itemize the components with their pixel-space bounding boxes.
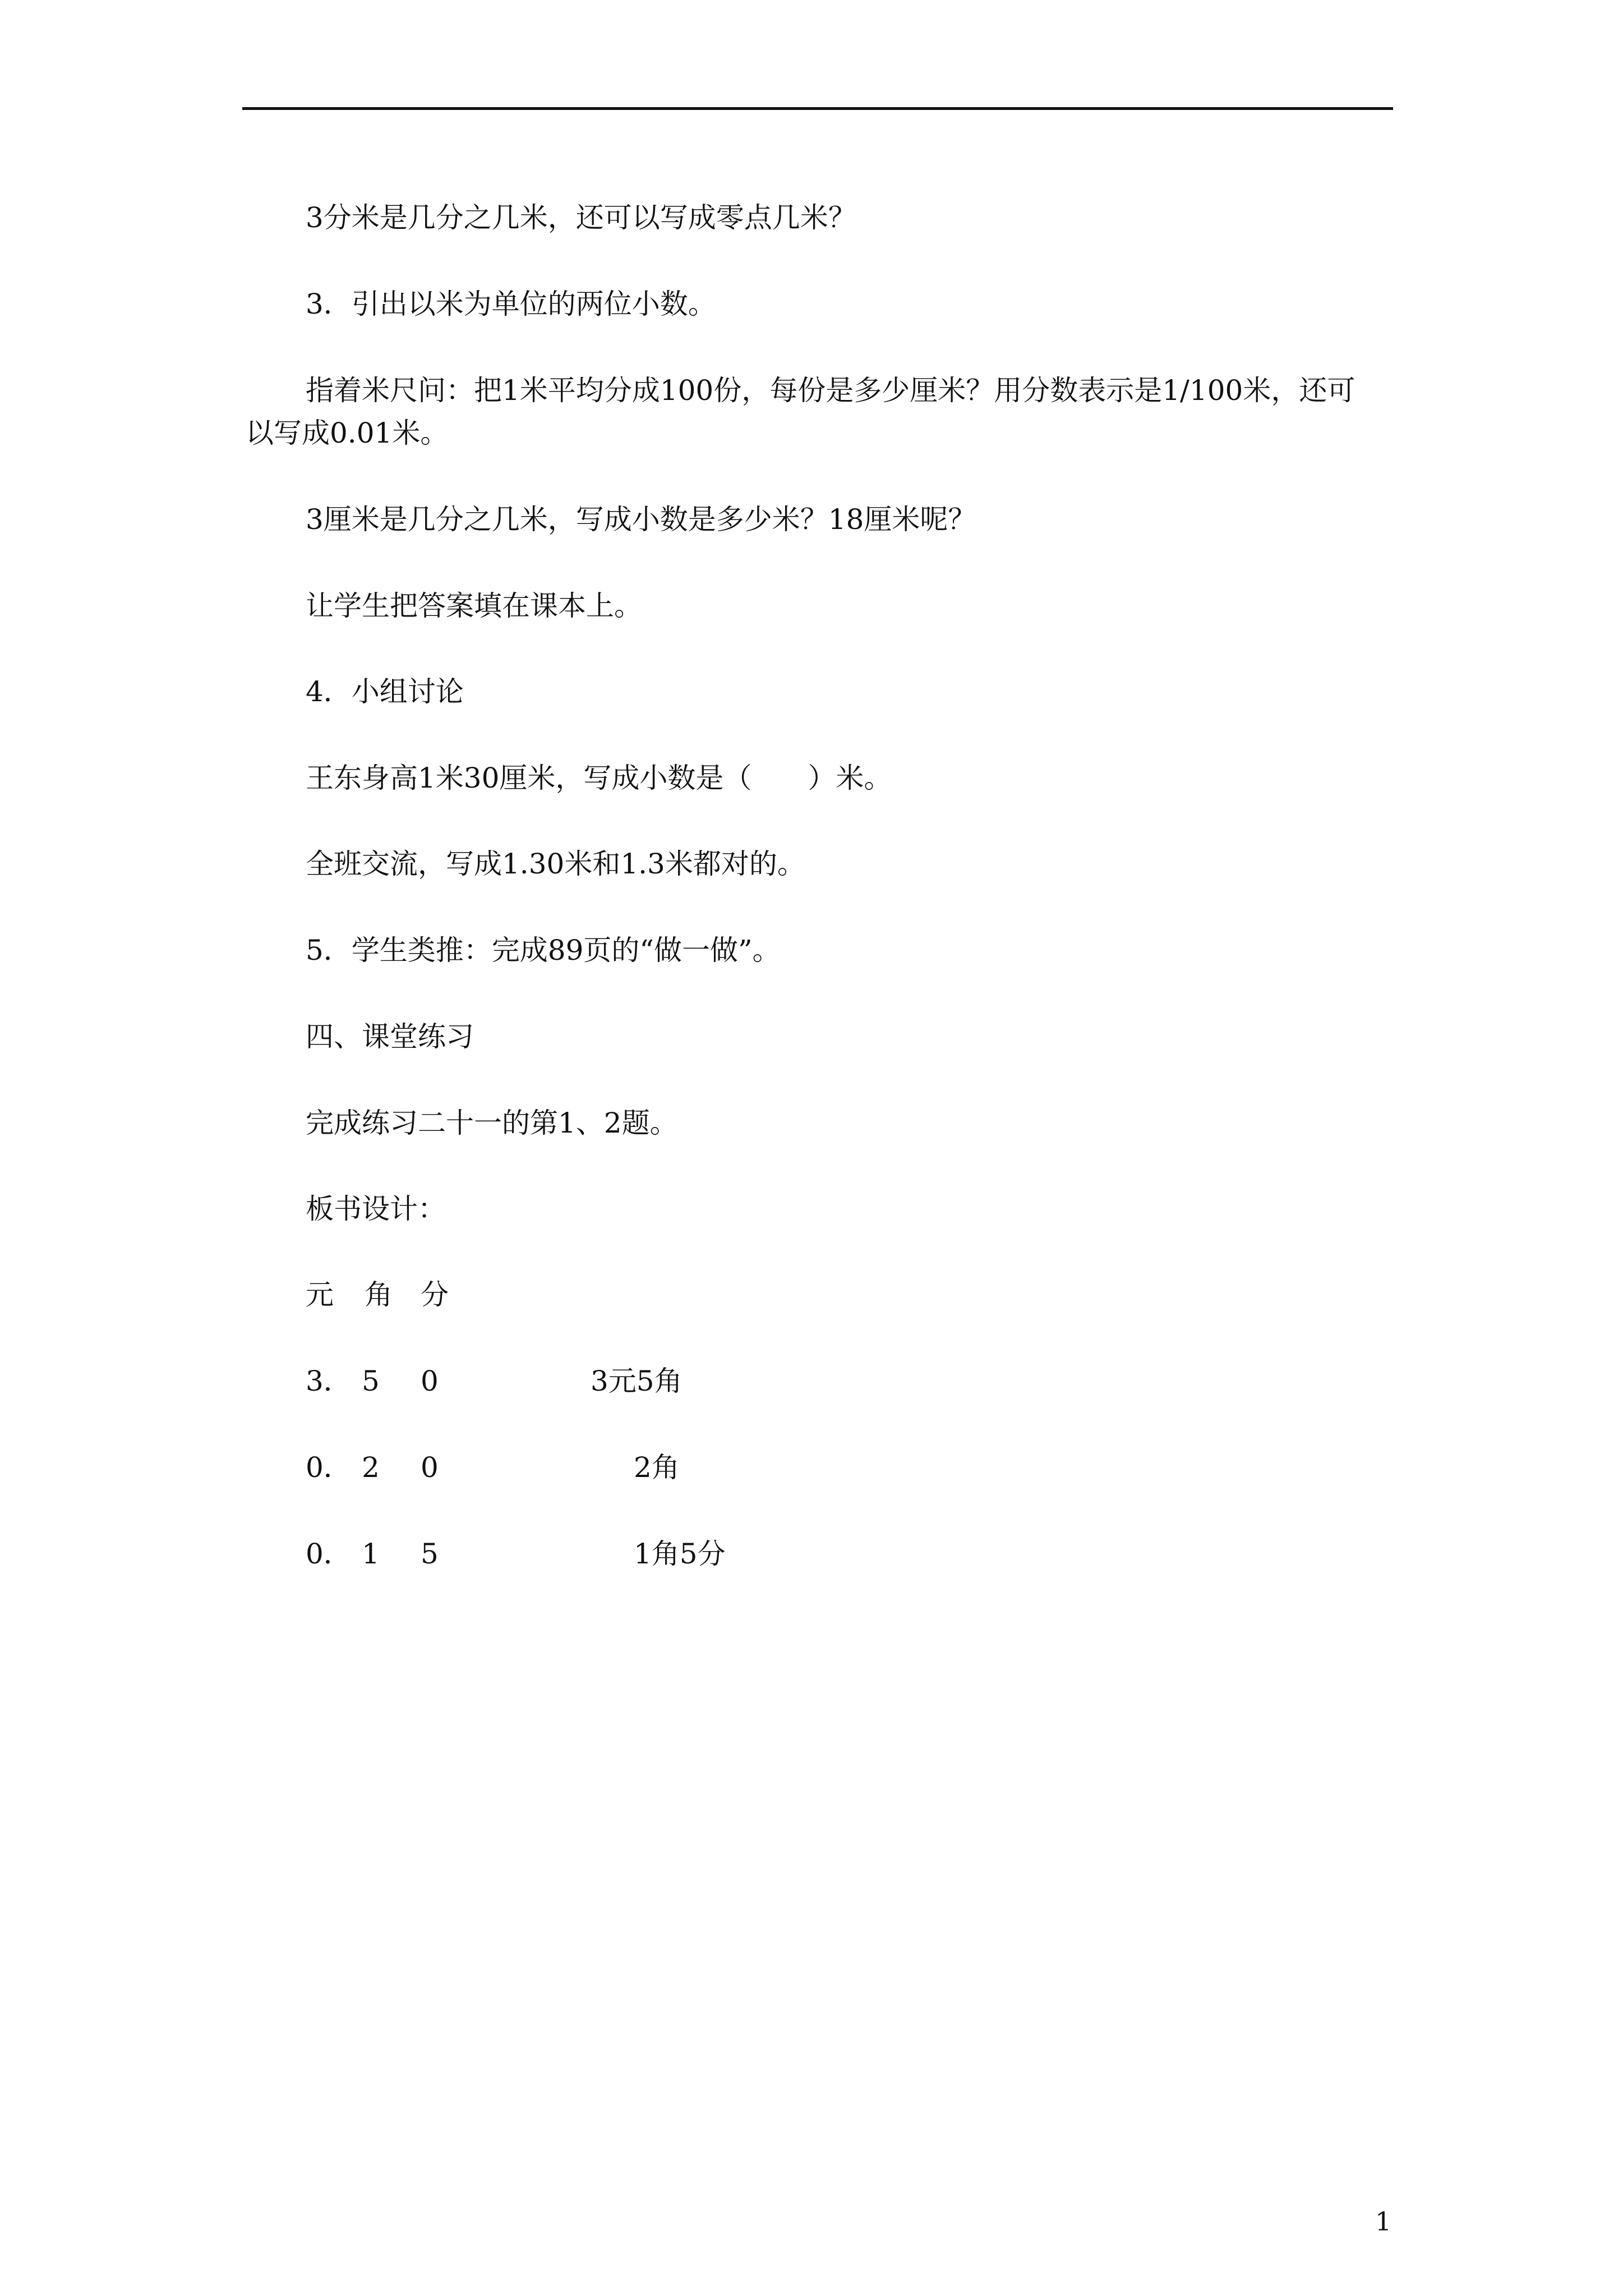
board-note: 2角: [634, 1451, 680, 1484]
paragraph: 3分米是几分之几米，还可以写成零点几米？: [306, 201, 856, 234]
paragraph: 板书设计：: [306, 1193, 446, 1225]
board-digit: 0: [421, 1451, 439, 1484]
board-header-yuan: 元: [306, 1278, 334, 1311]
paragraph: 3厘米是几分之几米，写成小数是多少米？18厘米呢？: [306, 503, 976, 536]
board-header-jiao: 角: [365, 1278, 393, 1311]
board-digit: 5: [362, 1365, 380, 1397]
header-rule: [242, 107, 1393, 110]
paragraph-continuation: 以写成0.01米。: [246, 417, 449, 449]
paragraph: 让学生把答案填在课本上。: [306, 590, 642, 622]
board-digit: 0．: [306, 1451, 352, 1484]
paragraph-heading: 5．学生类推：完成89页的“做一做”。: [306, 934, 781, 967]
board-digit: 5: [421, 1538, 439, 1570]
page-number: 1: [1375, 2206, 1392, 2237]
board-header-fen: 分: [421, 1278, 449, 1311]
board-note: 3元5角: [591, 1365, 683, 1397]
section-heading: 四、课堂练习: [306, 1020, 474, 1053]
paragraph: 王东身高1米30厘米，写成小数是（ ）米。: [306, 762, 892, 794]
board-digit: 2: [362, 1451, 380, 1484]
board-note: 1角5分: [634, 1538, 726, 1570]
board-digit: 1: [362, 1538, 380, 1570]
paragraph: 完成练习二十一的第1、2题。: [306, 1107, 678, 1139]
board-digit: 0: [421, 1365, 439, 1397]
board-digit: 3．: [306, 1365, 352, 1397]
paragraph-heading: 3．引出以米为单位的两位小数。: [306, 288, 716, 320]
board-digit: 0．: [306, 1538, 352, 1570]
paragraph: 指着米尺问：把1米平均分成100份，每份是多少厘米？用分数表示是1/100米，还可: [306, 374, 1355, 407]
paragraph: 全班交流，写成1.30米和1.3米都对的。: [306, 848, 805, 880]
paragraph-heading: 4．小组讨论: [306, 675, 464, 708]
